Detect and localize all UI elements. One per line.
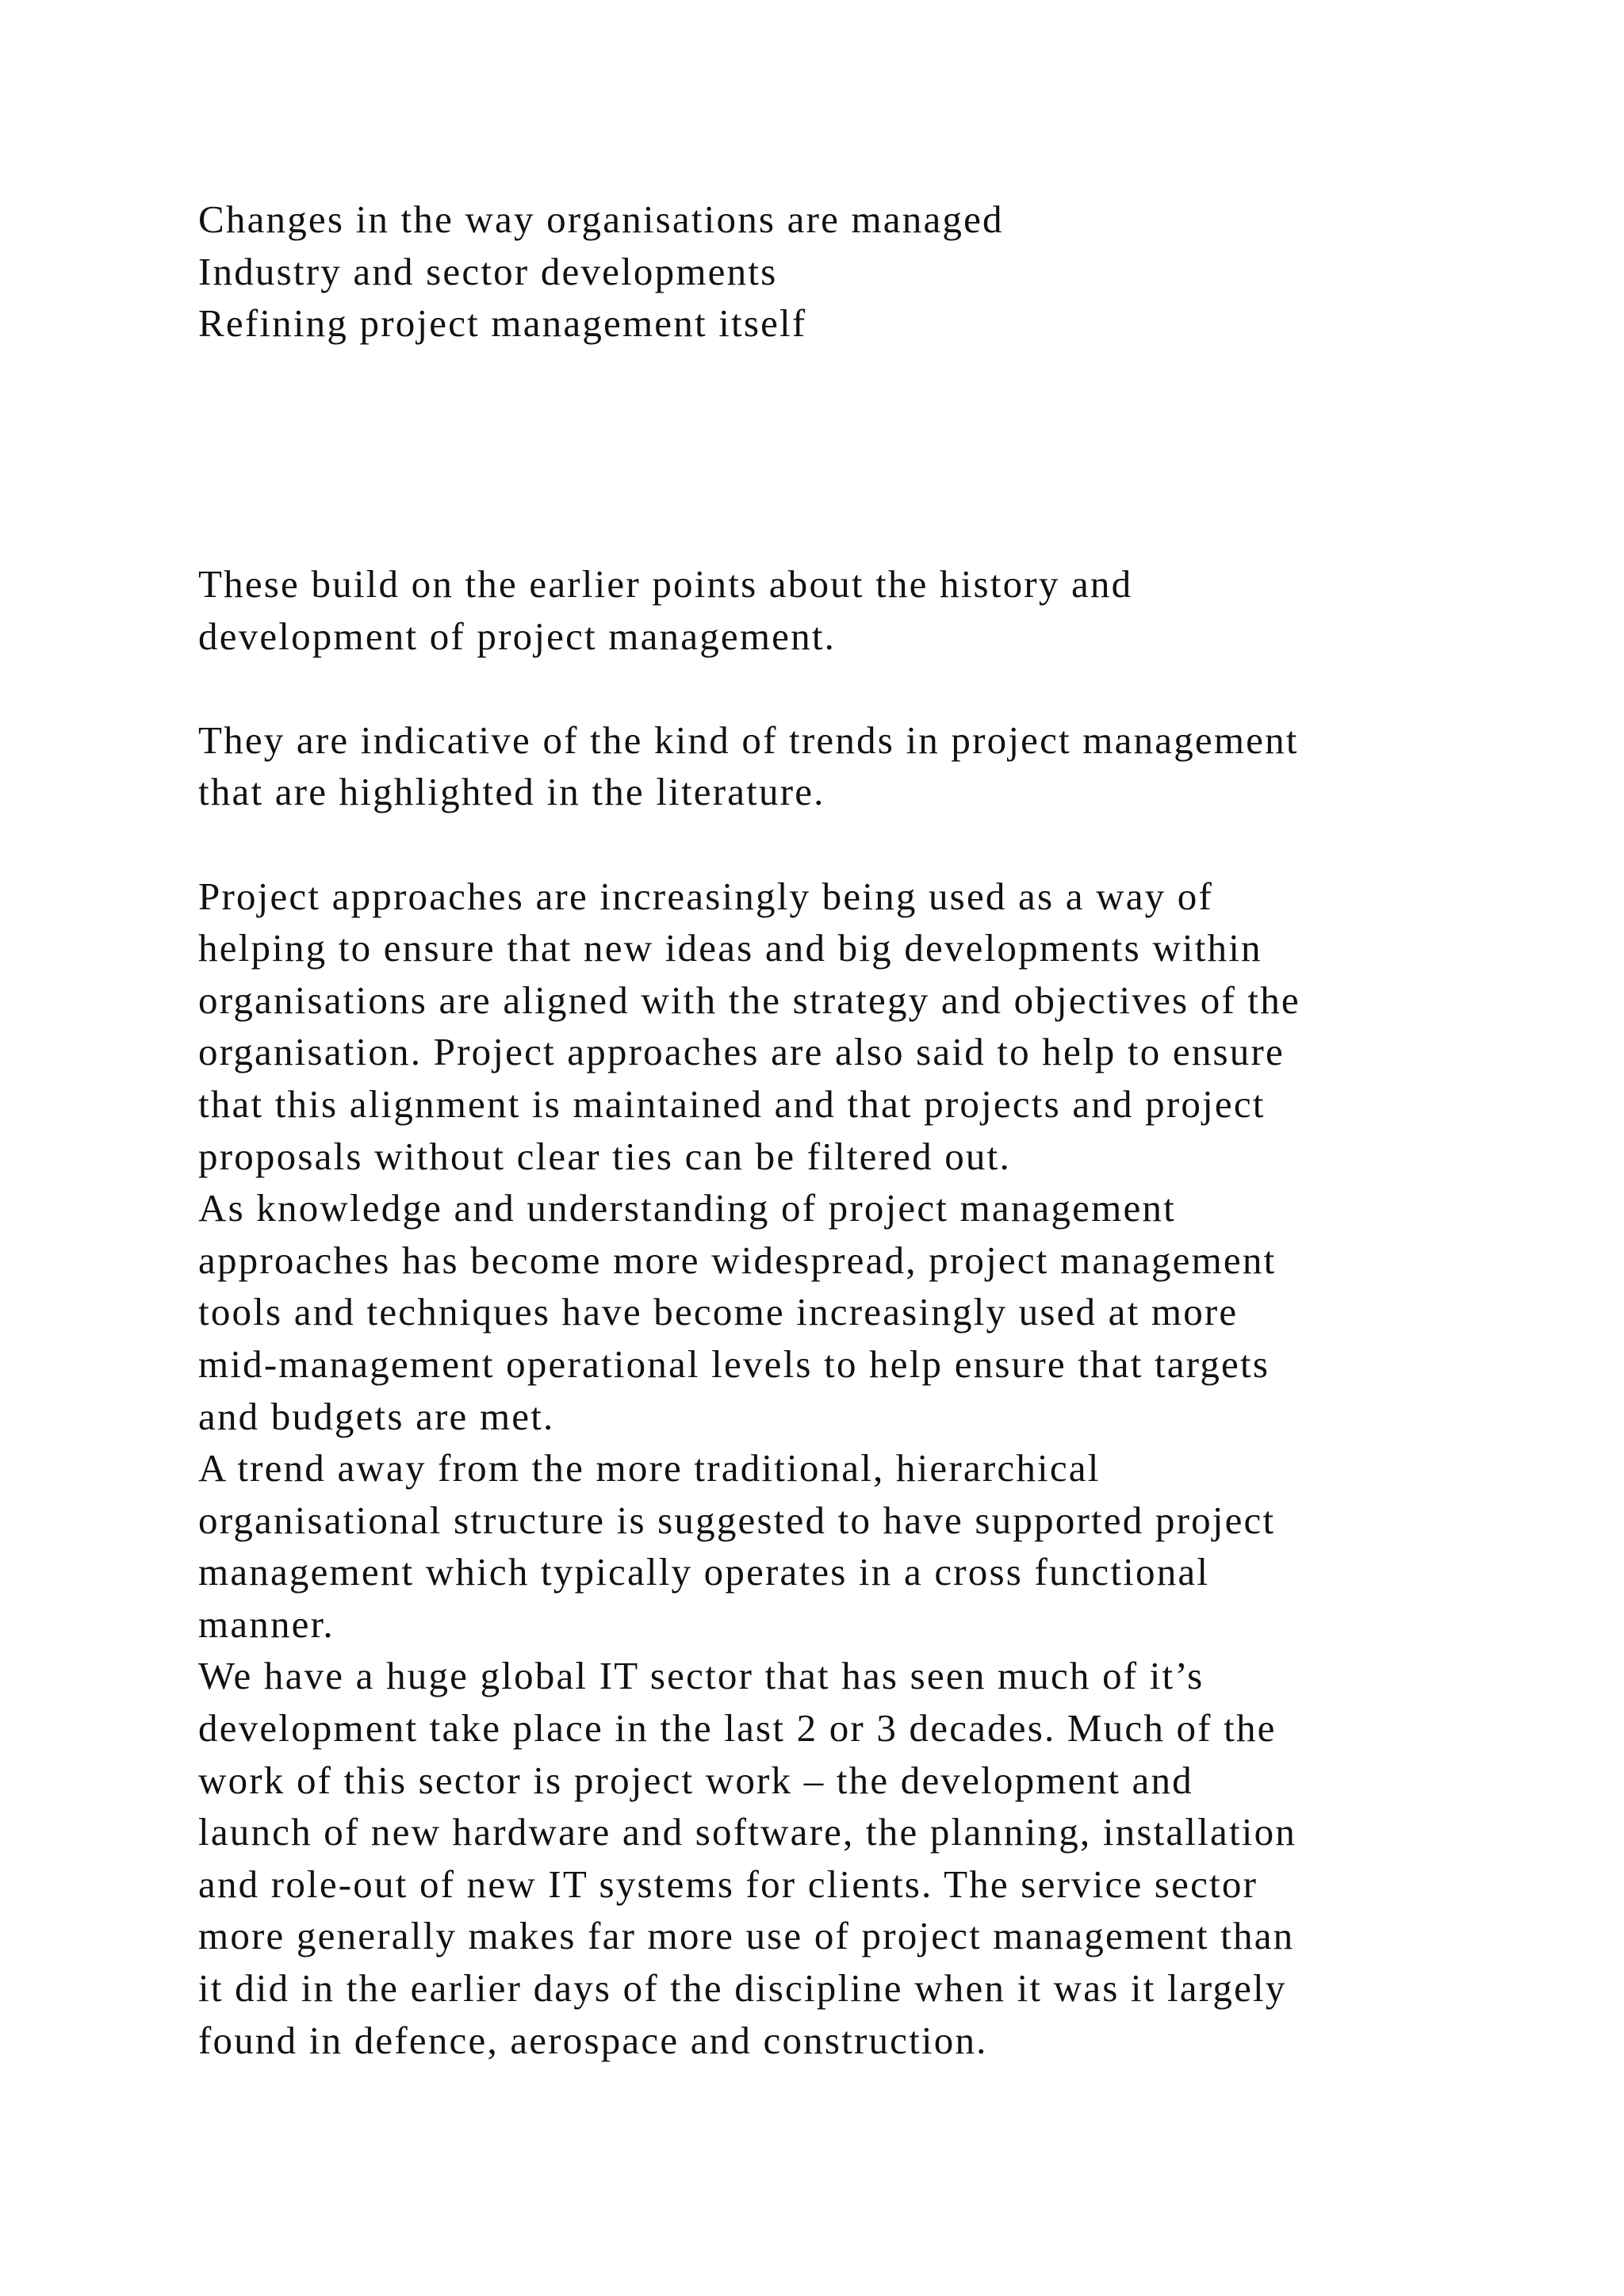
text-line: organisational structure is suggested to have supported project bbox=[198, 1498, 1276, 1542]
text-line: more generally makes far more use of project management than bbox=[198, 1914, 1295, 1958]
topic-line: Refining project management itself bbox=[198, 301, 807, 346]
text-line: that are highlighted in the literature. bbox=[198, 770, 825, 814]
text-line: that this alignment is maintained and that projects and project bbox=[198, 1081, 1266, 1126]
text-line: A trend away from the more traditional, hierarchical bbox=[198, 1446, 1101, 1490]
text-line: mid-management operational levels to help ensure that targets bbox=[198, 1341, 1270, 1386]
topic-line: Changes in the way organisations are managed bbox=[198, 197, 1004, 241]
text-line: These build on the earlier points about the history and bbox=[198, 562, 1133, 606]
text-line: development take place in the last 2 or 3 decades. Much of the bbox=[198, 1706, 1277, 1751]
text-line: it did in the earlier days of the discipline when it was it largely bbox=[198, 1966, 1287, 2011]
text-line: manner. bbox=[198, 1601, 335, 1646]
text-line: and budgets are met. bbox=[198, 1394, 555, 1438]
topic-line: Industry and sector developments bbox=[198, 249, 778, 293]
paragraph-gap bbox=[198, 818, 1530, 871]
text-line: helping to ensure that new ideas and big developments within bbox=[198, 926, 1262, 970]
text-line: work of this sector is project work – the development and bbox=[198, 1758, 1193, 1802]
text-line: development of project management. bbox=[198, 614, 837, 658]
text-line: and role-out of new IT systems for clients. The service sector bbox=[198, 1862, 1258, 1906]
text-line: proposals without clear ties can be filtered out. bbox=[198, 1134, 1011, 1178]
text-line: Project approaches are increasingly being used as a way of bbox=[198, 874, 1214, 918]
body-text bbox=[198, 558, 1530, 2066]
text-line: As knowledge and understanding of project management bbox=[198, 1186, 1176, 1230]
text-line: management which typically operates in a cross functional bbox=[198, 1550, 1210, 1594]
text-line: organisation. Project approaches are also said to help to ensure bbox=[198, 1030, 1285, 1074]
text-line: They are indicative of the kind of trends in project management bbox=[198, 718, 1299, 762]
text-line: launch of new hardware and software, the planning, installation bbox=[198, 1810, 1297, 1854]
topic-list bbox=[198, 193, 1530, 350]
paragraph-gap bbox=[198, 662, 1530, 714]
text-line: tools and techniques have become increasingly used at more bbox=[198, 1290, 1239, 1334]
text-line: We have a huge global IT sector that has seen much of it’s bbox=[198, 1654, 1205, 1698]
text-line: found in defence, aerospace and construction. bbox=[198, 2018, 988, 2062]
text-line: organisations are aligned with the strategy and objectives of the bbox=[198, 978, 1300, 1022]
text-line: approaches has become more widespread, project management bbox=[198, 1238, 1277, 1282]
